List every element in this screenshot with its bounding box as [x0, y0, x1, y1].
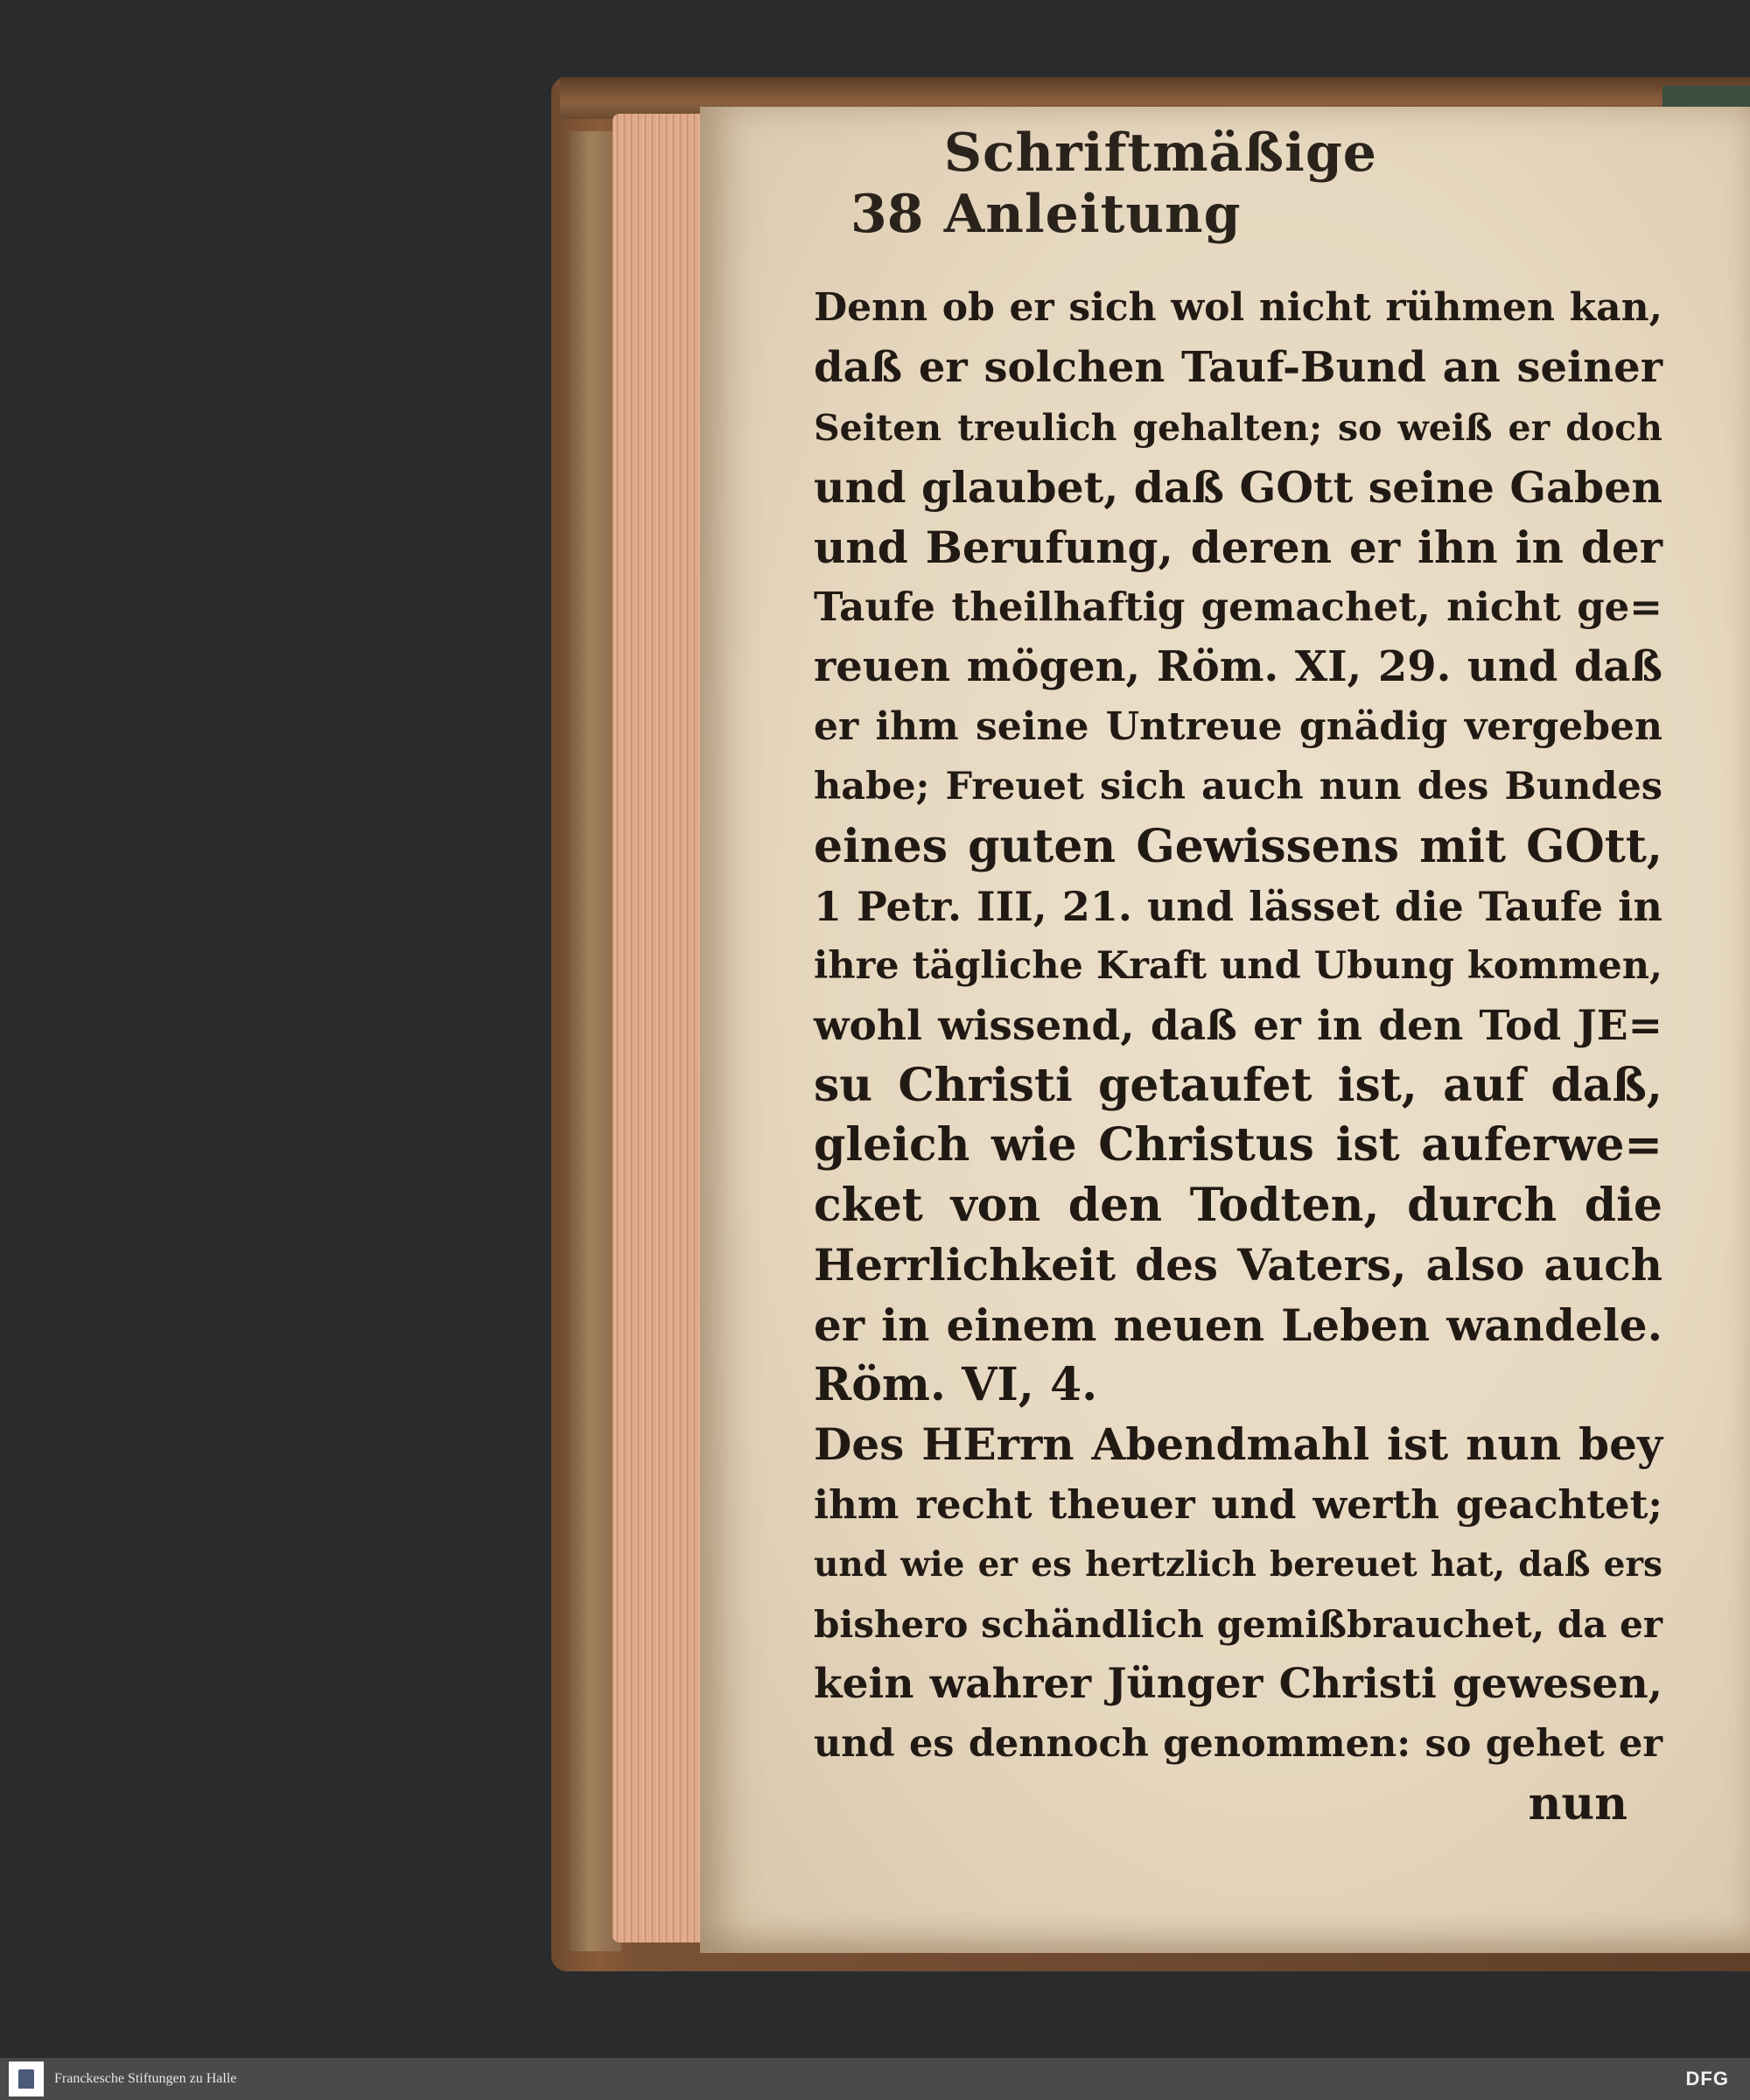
text-line: kein wahrer Jünger Christi gewesen, [814, 1659, 1662, 1708]
text-line: ihm recht theuer und werth geachtet; [814, 1480, 1662, 1528]
text-line: und es dennoch genommen: so gehet er [814, 1722, 1662, 1767]
text-line: gleich wie Christus ist auferwe= [814, 1118, 1662, 1172]
text-line: reuen mögen, Röm. XI, 29. und daß [814, 642, 1662, 692]
text-line: Taufe theilhaftig gemachet, nicht ge= [814, 583, 1662, 630]
institution-name[interactable]: Franckesche Stiftungen zu Halle [54, 2071, 237, 2086]
text-line: 1 Petr. III, 21. und lässet die Taufe in [814, 882, 1662, 930]
text-line: daß er solchen Tauf-Bund an seiner [814, 343, 1662, 393]
text-line: Des HErrn Abendmahl ist nun bey [814, 1418, 1662, 1471]
page-fore-edge [612, 114, 709, 1942]
text-line: su Christi getaufet ist, auf daß, [814, 1059, 1662, 1113]
text-line: ihre tägliche Kraft und Ubung kommen, [814, 944, 1662, 989]
running-head [850, 122, 1603, 245]
text-line: und Berufung, deren er ihn in der [814, 521, 1662, 573]
text-line: und wie er es hertzlich bereuet hat, daß ers [814, 1544, 1662, 1586]
text-line: Herrlichkeit des Vaters, also auch [814, 1239, 1662, 1292]
body-text [814, 278, 1662, 1834]
text-line: eines guten Gewissens mit GOtt, [814, 819, 1662, 873]
text-line: wohl wissend, daß er in den Tod JE= [814, 1001, 1662, 1050]
text-line: er in einem neuen Leben wandele. [814, 1298, 1662, 1351]
text-line: Denn ob er sich wol nicht rühmen kan, [814, 285, 1662, 330]
text-line: cket von den Todten, durch die [814, 1178, 1662, 1232]
text-line: und glaubet, daß GOtt seine Gaben [814, 462, 1662, 514]
text-line: Seiten treulich gehalten; so weiß er doch [814, 406, 1662, 449]
text-line: er ihm seine Untreue gnädig vergeben [814, 704, 1662, 749]
text-line: Röm. VI, 4. [814, 1358, 1098, 1412]
footer-bar [0, 2058, 1750, 2100]
building-icon [18, 2069, 34, 2089]
institution-logo[interactable] [9, 2062, 44, 2096]
running-title: Schriftmäßige Anleitung [943, 122, 1377, 245]
page-number: 38 [850, 184, 924, 245]
dfg-logo[interactable]: DFG [1685, 2068, 1729, 2090]
text-line: habe; Freuet sich auch nun des Bundes [814, 765, 1662, 809]
catchword: nun [1528, 1776, 1628, 1830]
text-line: bishero schändlich gemißbrauchet, da er [814, 1602, 1662, 1646]
